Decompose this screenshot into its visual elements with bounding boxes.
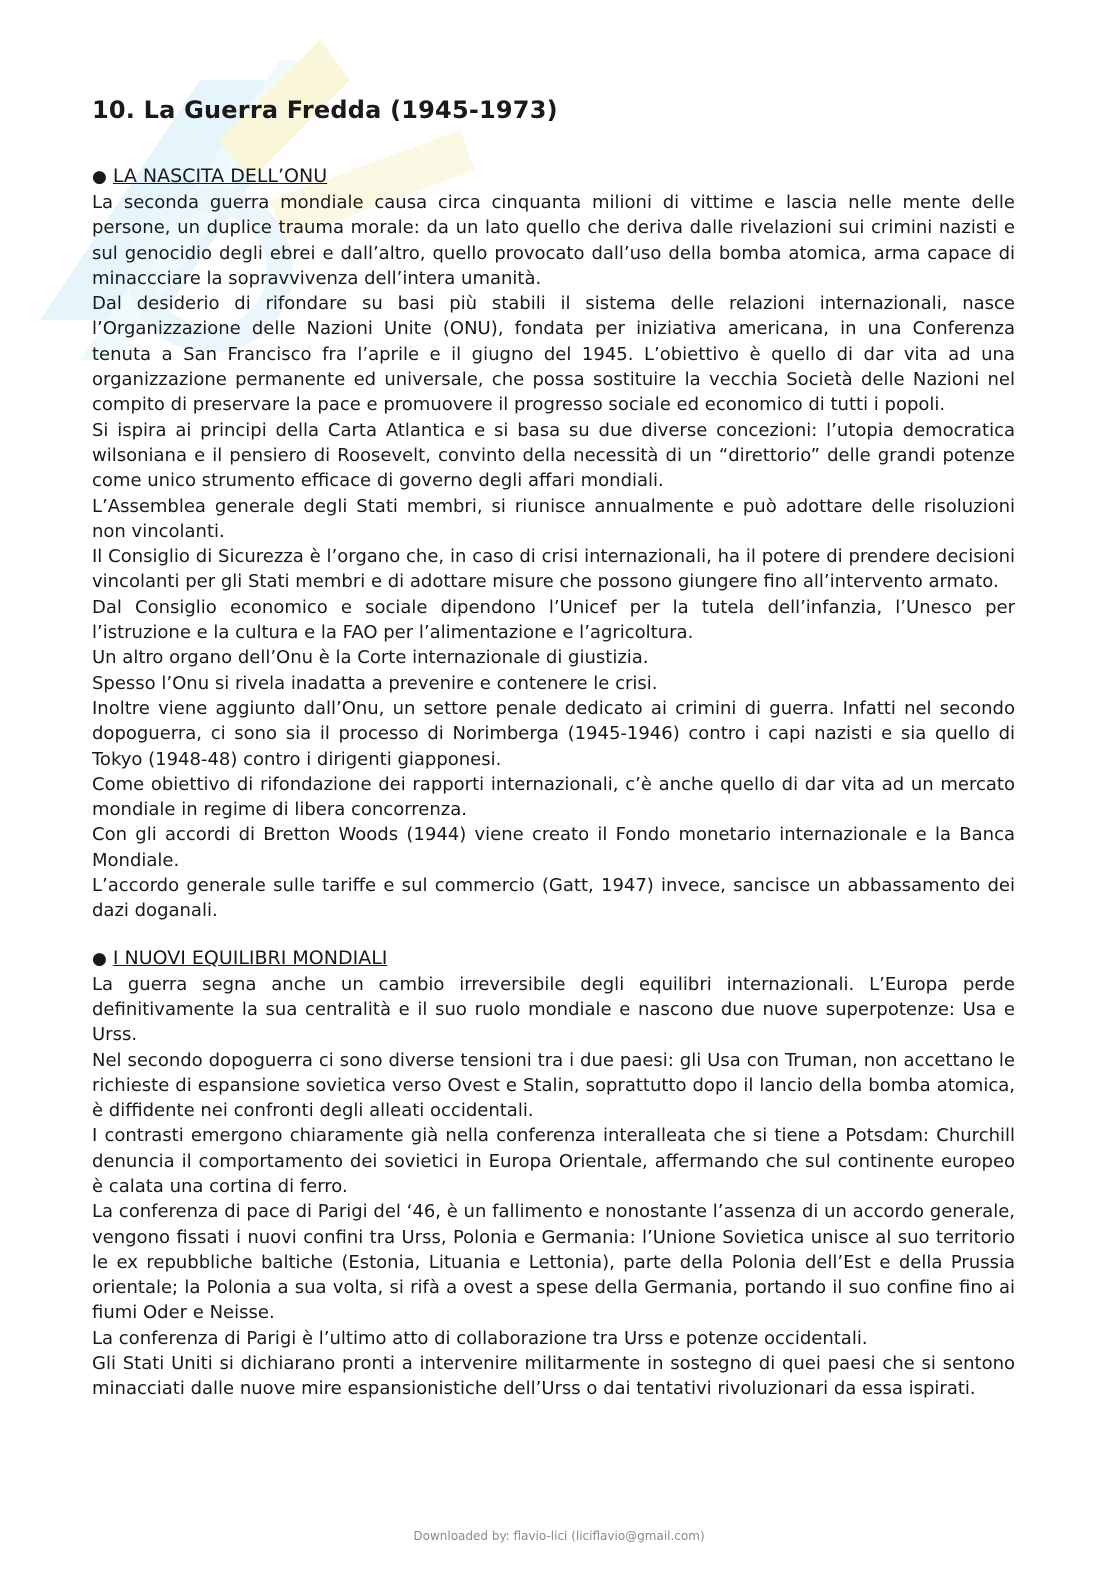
paragraph: Inoltre viene aggiunto dall’Onu, un settore penale dedicato ai crimini di guerra. Infatti nel secondo dopoguerra, ci sono sia il processo di Norimberga (1945-1946) contro i capi nazisti e sia quello di Tokyo (1948-48) contro i dirigenti giapponesi. [92,697,1015,770]
download-footer: Downloaded by: flavio-lici (liciflavio@gmail.com) [413,1529,705,1543]
paragraph: La conferenza di pace di Parigi del ‘46, è un fallimento e nonostante l’assenza di un accordo generale, vengono fissati i nuovi confini tra Urss, Polonia e Germania: l’Unione Sovietica unisce al suo territorio le ex repubbliche baltiche (Estonia, Lituania e Lettonia), parte della Polonia dell’Est e della Prussia orientale; la Polonia a sua volta, si rifà a ovest a spese della Germania, portando il suo confine fino ai fiumi Oder e Neisse. [92,1201,1015,1324]
paragraph: Si ispira ai principi della Carta Atlantica e si basa su due diverse concezioni: l’utopia democratica wilsoniana e il pensiero di Roosevelt, convinto della necessità di un “direttorio” delle grandi potenze come unico strumento efficace di governo degli affari mondiali. [92,419,1015,492]
paragraph: La seconda guerra mondiale causa circa cinquanta milioni di vittime e lascia nelle mente delle persone, un duplice trauma morale: da un lato quello che deriva dalle rivelazioni sui crimini nazisti e sul genocidio degli ebrei e dall’altro, quello provocato dall’uso della bomba atomica, arma capace di minaccciare la sopravvivenza dell’intera umanità. [92,192,1015,289]
paragraph: I contrasti emergono chiaramente già nella conferenza interalleata che si tiene a Potsdam: Churchill denuncia il comportamento dei sovietici in Europa Orientale, affermando che sul continente europeo è calata una cortina di ferro. [92,1125,1015,1197]
paragraph: Nel secondo dopoguerra ci sono diverse tensioni tra i due paesi: gli Usa con Truman, non accettano le richieste di espansione sovietica verso Ovest e Stalin, soprattutto dopo il lancio della bomba atomica, è diffidente nei confronti degli alleati occidentali. [92,1049,1015,1122]
section-heading [92,164,1015,190]
document-page [92,96,1015,1424]
paragraph: L’accordo generale sulle tariffe e sul commercio (Gatt, 1947) invece, sancisce un abbassamento dei dazi doganali. [92,875,1015,922]
paragraph: Come obiettivo di rifondazione dei rapporti internazionali, c’è anche quello di dar vita ad un mercato mondiale in regime di libera concorrenza. [92,773,1015,821]
section-heading [92,946,1015,972]
document-title: 10. La Guerra Fredda (1945-1973) [92,96,558,124]
paragraph: Con gli accordi di Bretton Woods (1944) viene creato il Fondo monetario internazionale e la Banca Mondiale. [92,824,1015,871]
paragraph: La conferenza di Parigi è l’ultimo atto di collaborazione tra Urss e potenze occidentali. [92,1327,868,1349]
section-equilibri [92,946,1015,1402]
paragraph: Gli Stati Uniti si dichiarano pronti a intervenire militarmente in sostegno di quei paesi che si sentono minacciati dalle nuove mire espansionistiche dell’Urss o dai tentativi rivoluzionari da essa ispirati. [92,1353,1015,1400]
paragraph: La guerra segna anche un cambio irreversibile degli equilibri internazionali. L’Europa perde definitivamente la sua centralità e il suo ruolo mondiale e nascono due nuove superpotenze: Usa e Urss. [92,973,1015,1046]
paragraph: Spesso l’Onu si rivela inadatta a prevenire e contenere le crisi. [92,672,658,694]
paragraph: Un altro organo dell’Onu è la Corte internazionale di giustizia. [92,647,649,669]
paragraph: Dal desiderio di rifondare su basi più stabili il sistema delle relazioni internazionali, nasce l’Organizzazione delle Nazioni Unite (ONU), fondata per iniziativa americana, in una Conferenza tenuta a San Francisco fra l’aprile e il giugno del 1945. L’obiettivo è quello di dar vita ad una organizzazione permanente ed universale, che possa sostituire la vecchia Società delle Nazioni nel compito di preservare la pace e promuovere il progresso sociale ed economico di tutti i popoli. [92,293,1015,416]
bullet-icon: ● [92,948,107,969]
bullet-icon: ● [92,167,107,187]
paragraph: Il Consiglio di Sicurezza è l’organo che, in caso di crisi internazionali, ha il potere di prendere decisioni vincolanti per gli Stati membri e di adottare misure che possono giungere fino all’intervento armato. [92,546,1015,593]
paragraph: Dal Consiglio economico e sociale dipendono l’Unicef per la tutela dell’infanzia, l’Unesco per l’istruzione e la cultura e la FAO per l’alimentazione e l’agricoltura. [92,596,1015,644]
section-onu [92,164,1015,924]
section-title: LA NASCITA DELL’ONU [112,165,328,187]
paragraph: L’Assemblea generale degli Stati membri, si riunisce annualmente e può adottare delle risoluzioni non vincolanti. [92,495,1015,542]
section-title: I NUOVI EQUILIBRI MONDIALI [112,946,388,969]
